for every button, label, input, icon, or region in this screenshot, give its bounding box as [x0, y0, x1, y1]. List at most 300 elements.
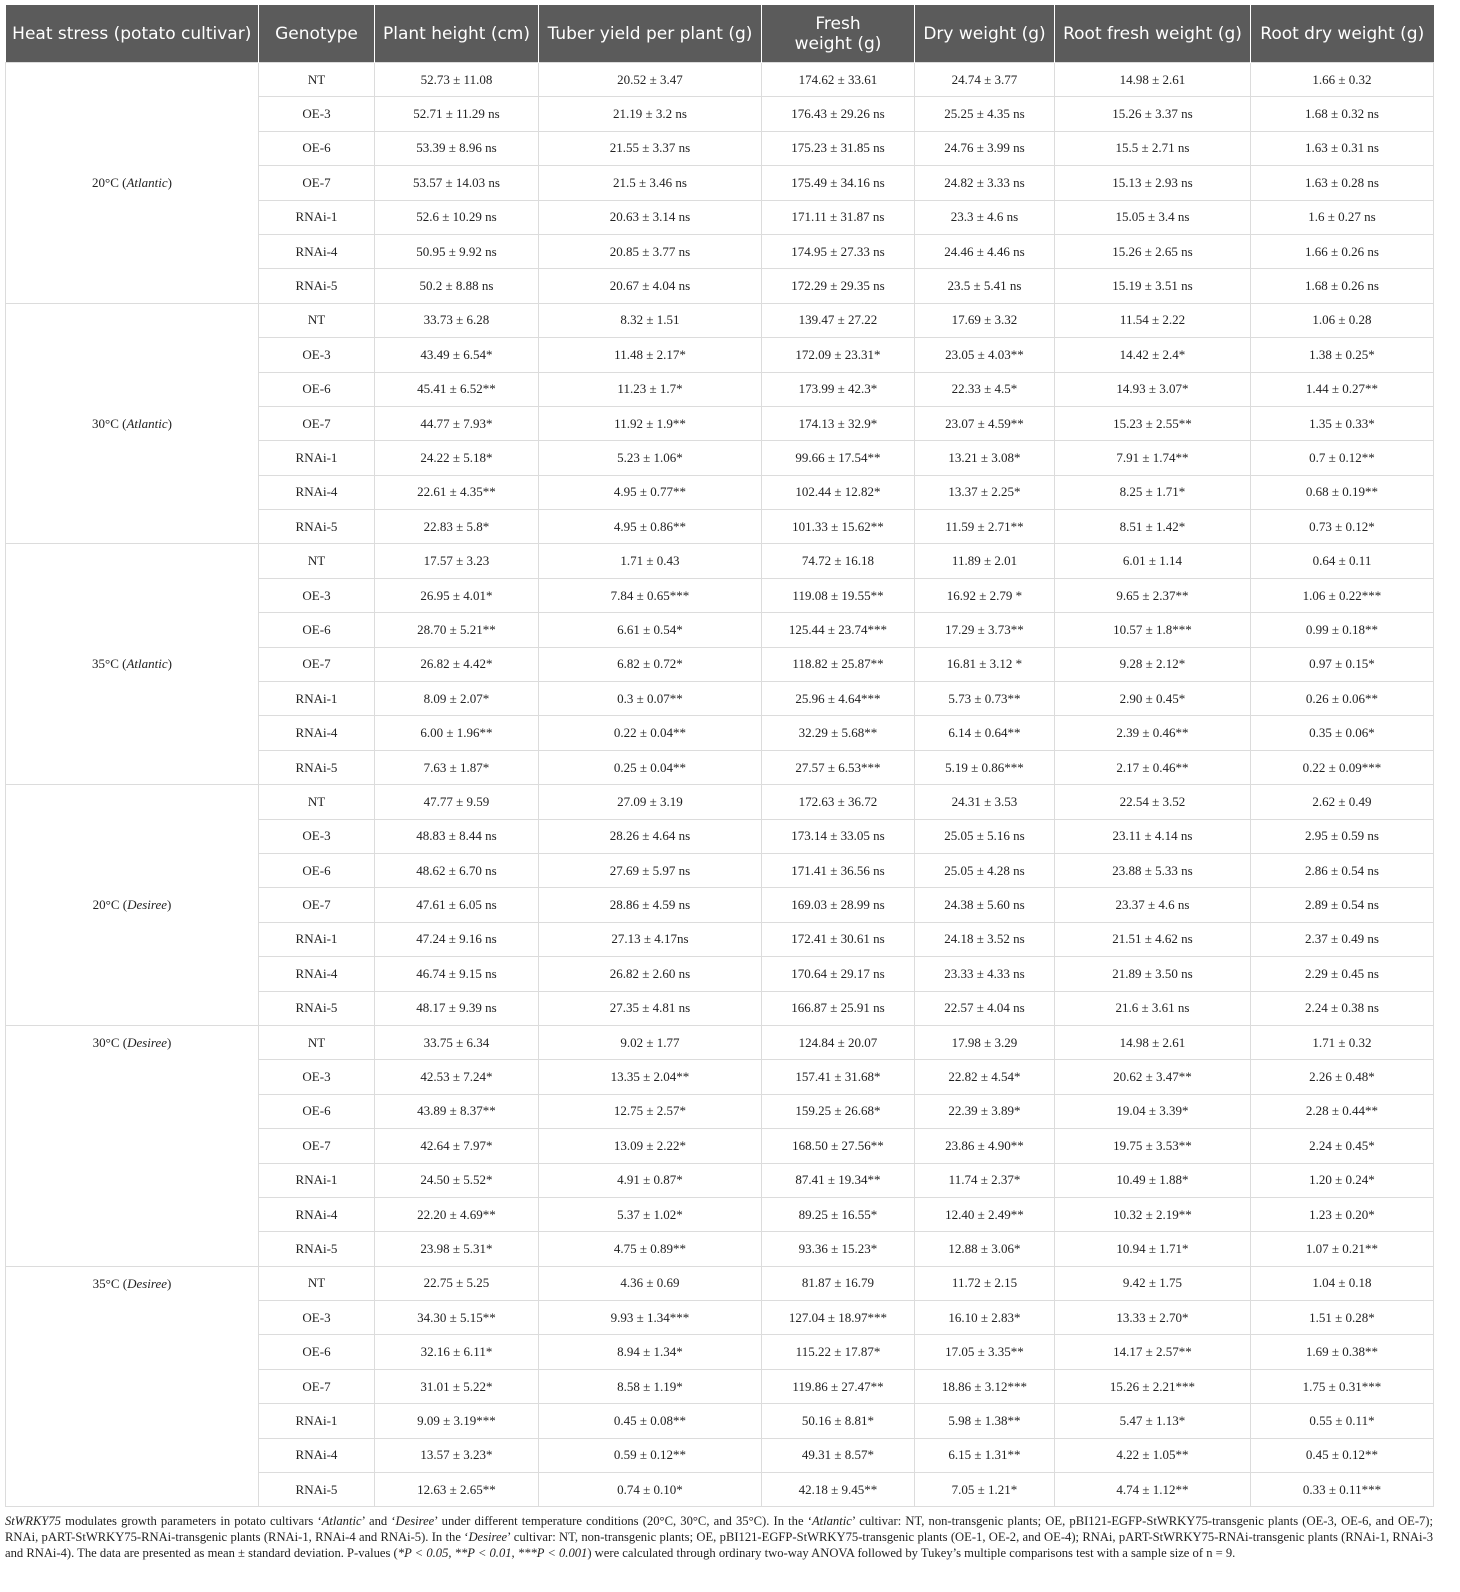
- cultivar-name: Desiree: [127, 897, 168, 913]
- value-cell: 17.98 ± 3.29: [915, 1025, 1055, 1059]
- value-cell: 176.43 ± 29.26 ns: [762, 97, 915, 131]
- value-cell: 1.35 ± 0.33*: [1251, 406, 1434, 440]
- value-cell: 28.26 ± 4.64 ns: [539, 819, 762, 853]
- value-cell: 4.75 ± 0.89**: [539, 1232, 762, 1266]
- table-row: [6, 785, 1434, 819]
- value-cell: 2.29 ± 0.45 ns: [1251, 957, 1434, 991]
- value-cell: 11.74 ± 2.37*: [915, 1163, 1055, 1197]
- value-cell: 10.49 ± 1.88*: [1055, 1163, 1251, 1197]
- value-cell: 5.47 ± 1.13*: [1055, 1404, 1251, 1438]
- caption-text: ’ under different temperature conditions (20°C, 30°C, and 35°C). In the ‘: [434, 1514, 812, 1529]
- value-cell: 157.41 ± 31.68*: [762, 1060, 915, 1094]
- value-cell: 2.26 ± 0.48*: [1251, 1060, 1434, 1094]
- genotype-cell: RNAi-1: [259, 200, 375, 234]
- genotype-cell: RNAi-4: [259, 716, 375, 750]
- value-cell: 11.72 ± 2.15: [915, 1266, 1055, 1300]
- genotype-cell: RNAi-1: [259, 1163, 375, 1197]
- condition-label-suffix: ): [167, 415, 172, 431]
- value-cell: 49.31 ± 8.57*: [762, 1438, 915, 1472]
- value-cell: 5.37 ± 1.02*: [539, 1197, 762, 1231]
- table-caption: [5, 1513, 1433, 1561]
- value-cell: 127.04 ± 18.97***: [762, 1301, 915, 1335]
- value-cell: 24.50 ± 5.52*: [375, 1163, 539, 1197]
- value-cell: 81.87 ± 16.79: [762, 1266, 915, 1300]
- value-cell: 28.86 ± 4.59 ns: [539, 888, 762, 922]
- value-cell: 1.38 ± 0.25*: [1251, 338, 1434, 372]
- value-cell: 175.49 ± 34.16 ns: [762, 166, 915, 200]
- condition-cell: [6, 1266, 259, 1507]
- table-container: [5, 5, 1433, 1561]
- value-cell: 6.01 ± 1.14: [1055, 544, 1251, 578]
- value-cell: 24.22 ± 5.18*: [375, 441, 539, 475]
- value-cell: 23.98 ± 5.31*: [375, 1232, 539, 1266]
- condition-cell: [6, 785, 259, 1026]
- value-cell: 25.25 ± 4.35 ns: [915, 97, 1055, 131]
- value-cell: 119.08 ± 19.55**: [762, 578, 915, 612]
- value-cell: 7.05 ± 1.21*: [915, 1473, 1055, 1507]
- value-cell: 9.09 ± 3.19***: [375, 1404, 539, 1438]
- value-cell: 0.25 ± 0.04**: [539, 750, 762, 784]
- value-cell: 14.42 ± 2.4*: [1055, 338, 1251, 372]
- value-cell: 19.04 ± 3.39*: [1055, 1094, 1251, 1128]
- value-cell: 159.25 ± 26.68*: [762, 1094, 915, 1128]
- value-cell: 21.5 ± 3.46 ns: [539, 166, 762, 200]
- value-cell: 8.51 ± 1.42*: [1055, 510, 1251, 544]
- value-cell: 20.62 ± 3.47**: [1055, 1060, 1251, 1094]
- value-cell: 11.23 ± 1.7*: [539, 372, 762, 406]
- value-cell: 23.3 ± 4.6 ns: [915, 200, 1055, 234]
- value-cell: 24.76 ± 3.99 ns: [915, 131, 1055, 165]
- value-cell: 174.62 ± 33.61: [762, 63, 915, 97]
- value-cell: 9.93 ± 1.34***: [539, 1301, 762, 1335]
- condition-label: 20°C (: [92, 897, 128, 913]
- value-cell: 13.35 ± 2.04**: [539, 1060, 762, 1094]
- value-cell: 21.89 ± 3.50 ns: [1055, 957, 1251, 991]
- genotype-cell: OE-7: [259, 406, 375, 440]
- value-cell: 20.52 ± 3.47: [539, 63, 762, 97]
- value-cell: 5.23 ± 1.06*: [539, 441, 762, 475]
- value-cell: 22.61 ± 4.35**: [375, 475, 539, 509]
- condition-label: 35°C (: [92, 1275, 128, 1291]
- cultivar-name: Atlantic: [126, 415, 168, 431]
- caption-text: ’ cultivar: NT, non-transgenic plants; OE, pBI121-EGFP-StWRKY75-transgenic plants (OE-1, OE-2, and OE-4); RNAi, pART-StWRKY75-RNAi-transgenic plants (RNAi-1, RNAi-3 and RNAi-4). The data are presented as mean ± standard deviation. P-values (: [5, 1530, 1434, 1561]
- caption-text: ) were calculated through ordinary two-way ANOVA followed by Tukey’s multiple comparisons test with a sample size of n = 9.: [587, 1546, 1236, 1561]
- value-cell: 74.72 ± 16.18: [762, 544, 915, 578]
- value-cell: 89.25 ± 16.55*: [762, 1197, 915, 1231]
- value-cell: 18.86 ± 3.12***: [915, 1369, 1055, 1403]
- genotype-cell: OE-7: [259, 1369, 375, 1403]
- value-cell: 23.05 ± 4.03**: [915, 338, 1055, 372]
- value-cell: 174.95 ± 27.33 ns: [762, 234, 915, 268]
- value-cell: 12.40 ± 2.49**: [915, 1197, 1055, 1231]
- value-cell: 118.82 ± 25.87**: [762, 647, 915, 681]
- value-cell: 26.82 ± 2.60 ns: [539, 957, 762, 991]
- condition-label-suffix: ): [167, 174, 172, 190]
- value-cell: 2.39 ± 0.46**: [1055, 716, 1251, 750]
- value-cell: 8.09 ± 2.07*: [375, 682, 539, 716]
- value-cell: 47.61 ± 6.05 ns: [375, 888, 539, 922]
- genotype-cell: OE-6: [259, 853, 375, 887]
- value-cell: 48.62 ± 6.70 ns: [375, 853, 539, 887]
- genotype-cell: RNAi-4: [259, 475, 375, 509]
- value-cell: 0.45 ± 0.08**: [539, 1404, 762, 1438]
- value-cell: 2.17 ± 0.46**: [1055, 750, 1251, 784]
- value-cell: 23.86 ± 4.90**: [915, 1129, 1055, 1163]
- value-cell: 20.67 ± 4.04 ns: [539, 269, 762, 303]
- column-header: Heat stress (potato cultivar): [6, 5, 259, 63]
- value-cell: 12.88 ± 3.06*: [915, 1232, 1055, 1266]
- genotype-cell: RNAi-1: [259, 922, 375, 956]
- value-cell: 1.75 ± 0.31***: [1251, 1369, 1434, 1403]
- genotype-cell: RNAi-5: [259, 991, 375, 1025]
- cultivar-name: Desiree: [127, 1275, 168, 1291]
- value-cell: 14.93 ± 3.07*: [1055, 372, 1251, 406]
- value-cell: 1.71 ± 0.43: [539, 544, 762, 578]
- cultivar-name: Atlantic: [126, 656, 168, 672]
- value-cell: 1.06 ± 0.28: [1251, 303, 1434, 337]
- value-cell: 45.41 ± 6.52**: [375, 372, 539, 406]
- value-cell: 52.71 ± 11.29 ns: [375, 97, 539, 131]
- value-cell: 34.30 ± 5.15**: [375, 1301, 539, 1335]
- value-cell: 6.15 ± 1.31**: [915, 1438, 1055, 1472]
- value-cell: 23.5 ± 5.41 ns: [915, 269, 1055, 303]
- value-cell: 13.33 ± 2.70*: [1055, 1301, 1251, 1335]
- value-cell: 52.73 ± 11.08: [375, 63, 539, 97]
- value-cell: 175.23 ± 31.85 ns: [762, 131, 915, 165]
- cultivar-name: Desiree: [127, 1034, 168, 1050]
- value-cell: 170.64 ± 29.17 ns: [762, 957, 915, 991]
- column-header: Genotype: [259, 5, 375, 63]
- condition-cell: [6, 1025, 259, 1266]
- value-cell: 25.05 ± 5.16 ns: [915, 819, 1055, 853]
- value-cell: 7.91 ± 1.74**: [1055, 441, 1251, 475]
- value-cell: 172.41 ± 30.61 ns: [762, 922, 915, 956]
- value-cell: 15.23 ± 2.55**: [1055, 406, 1251, 440]
- value-cell: 9.42 ± 1.75: [1055, 1266, 1251, 1300]
- value-cell: 15.5 ± 2.71 ns: [1055, 131, 1251, 165]
- value-cell: 9.28 ± 2.12*: [1055, 647, 1251, 681]
- condition-label: 35°C (: [92, 656, 127, 672]
- value-cell: 1.68 ± 0.26 ns: [1251, 269, 1434, 303]
- genotype-cell: OE-6: [259, 1094, 375, 1128]
- value-cell: 15.19 ± 3.51 ns: [1055, 269, 1251, 303]
- value-cell: 23.37 ± 4.6 ns: [1055, 888, 1251, 922]
- value-cell: 6.61 ± 0.54*: [539, 613, 762, 647]
- value-cell: 14.98 ± 2.61: [1055, 63, 1251, 97]
- genotype-cell: RNAi-5: [259, 510, 375, 544]
- value-cell: 1.20 ± 0.24*: [1251, 1163, 1434, 1197]
- value-cell: 32.16 ± 6.11*: [375, 1335, 539, 1369]
- value-cell: 27.13 ± 4.17ns: [539, 922, 762, 956]
- value-cell: 42.18 ± 9.45**: [762, 1473, 915, 1507]
- value-cell: 9.65 ± 2.37**: [1055, 578, 1251, 612]
- value-cell: 15.26 ± 2.21***: [1055, 1369, 1251, 1403]
- value-cell: 42.64 ± 7.97*: [375, 1129, 539, 1163]
- value-cell: 13.57 ± 3.23*: [375, 1438, 539, 1472]
- value-cell: 173.99 ± 42.3*: [762, 372, 915, 406]
- value-cell: 44.77 ± 7.93*: [375, 406, 539, 440]
- value-cell: 0.22 ± 0.04**: [539, 716, 762, 750]
- caption-cultivar: Atlantic: [321, 1514, 362, 1529]
- genotype-cell: RNAi-5: [259, 750, 375, 784]
- column-header: Tuber yield per plant (g): [539, 5, 762, 63]
- genotype-cell: OE-3: [259, 578, 375, 612]
- value-cell: 172.09 ± 23.31*: [762, 338, 915, 372]
- value-cell: 24.38 ± 5.60 ns: [915, 888, 1055, 922]
- value-cell: 26.82 ± 4.42*: [375, 647, 539, 681]
- genotype-cell: OE-7: [259, 888, 375, 922]
- column-header: Root fresh weight (g): [1055, 5, 1251, 63]
- value-cell: 2.37 ± 0.49 ns: [1251, 922, 1434, 956]
- value-cell: 17.05 ± 3.35**: [915, 1335, 1055, 1369]
- cultivar-name: Atlantic: [126, 174, 168, 190]
- caption-cultivar: Desiree: [468, 1530, 508, 1545]
- value-cell: 43.49 ± 6.54*: [375, 338, 539, 372]
- column-header: Root dry weight (g): [1251, 5, 1434, 63]
- condition-label: 30°C (: [92, 415, 127, 431]
- condition-label: 20°C (: [92, 174, 127, 190]
- value-cell: 22.57 ± 4.04 ns: [915, 991, 1055, 1025]
- value-cell: 1.07 ± 0.21**: [1251, 1232, 1434, 1266]
- value-cell: 23.07 ± 4.59**: [915, 406, 1055, 440]
- value-cell: 20.63 ± 3.14 ns: [539, 200, 762, 234]
- table-row: [6, 1025, 1434, 1059]
- value-cell: 10.94 ± 1.71*: [1055, 1232, 1251, 1266]
- value-cell: 15.05 ± 3.4 ns: [1055, 200, 1251, 234]
- value-cell: 2.24 ± 0.45*: [1251, 1129, 1434, 1163]
- caption-gene: StWRKY75: [5, 1514, 61, 1529]
- value-cell: 1.6 ± 0.27 ns: [1251, 200, 1434, 234]
- value-cell: 42.53 ± 7.24*: [375, 1060, 539, 1094]
- value-cell: 17.69 ± 3.32: [915, 303, 1055, 337]
- value-cell: 4.95 ± 0.77**: [539, 475, 762, 509]
- value-cell: 14.17 ± 2.57**: [1055, 1335, 1251, 1369]
- value-cell: 2.28 ± 0.44**: [1251, 1094, 1434, 1128]
- value-cell: 166.87 ± 25.91 ns: [762, 991, 915, 1025]
- value-cell: 43.89 ± 8.37**: [375, 1094, 539, 1128]
- value-cell: 99.66 ± 17.54**: [762, 441, 915, 475]
- value-cell: 10.57 ± 1.8***: [1055, 613, 1251, 647]
- value-cell: 2.89 ± 0.54 ns: [1251, 888, 1434, 922]
- value-cell: 22.83 ± 5.8*: [375, 510, 539, 544]
- genotype-cell: RNAi-4: [259, 234, 375, 268]
- value-cell: 47.24 ± 9.16 ns: [375, 922, 539, 956]
- genotype-cell: RNAi-4: [259, 1438, 375, 1472]
- value-cell: 12.63 ± 2.65**: [375, 1473, 539, 1507]
- value-cell: 24.82 ± 3.33 ns: [915, 166, 1055, 200]
- value-cell: 16.10 ± 2.83*: [915, 1301, 1055, 1335]
- genotype-cell: OE-7: [259, 647, 375, 681]
- value-cell: 22.33 ± 4.5*: [915, 372, 1055, 406]
- column-header: Plant height (cm): [375, 5, 539, 63]
- value-cell: 19.75 ± 3.53**: [1055, 1129, 1251, 1163]
- caption-text: modulates growth parameters in potato cultivars ‘: [60, 1514, 322, 1529]
- value-cell: 0.55 ± 0.11*: [1251, 1404, 1434, 1438]
- value-cell: 27.69 ± 5.97 ns: [539, 853, 762, 887]
- genotype-cell: RNAi-4: [259, 957, 375, 991]
- value-cell: 14.98 ± 2.61: [1055, 1025, 1251, 1059]
- value-cell: 28.70 ± 5.21**: [375, 613, 539, 647]
- value-cell: 20.85 ± 3.77 ns: [539, 234, 762, 268]
- value-cell: 25.05 ± 4.28 ns: [915, 853, 1055, 887]
- value-cell: 23.33 ± 4.33 ns: [915, 957, 1055, 991]
- value-cell: 93.36 ± 15.23*: [762, 1232, 915, 1266]
- genotype-cell: OE-6: [259, 372, 375, 406]
- value-cell: 52.6 ± 10.29 ns: [375, 200, 539, 234]
- column-header: Fresh weight (g): [762, 5, 915, 63]
- value-cell: 5.98 ± 1.38**: [915, 1404, 1055, 1438]
- value-cell: 171.41 ± 36.56 ns: [762, 853, 915, 887]
- value-cell: 22.82 ± 4.54*: [915, 1060, 1055, 1094]
- value-cell: 24.74 ± 3.77: [915, 63, 1055, 97]
- value-cell: 4.36 ± 0.69: [539, 1266, 762, 1300]
- genotype-cell: OE-7: [259, 1129, 375, 1163]
- value-cell: 15.13 ± 2.93 ns: [1055, 166, 1251, 200]
- value-cell: 0.59 ± 0.12**: [539, 1438, 762, 1472]
- table-row: [6, 544, 1434, 578]
- genotype-cell: NT: [259, 1025, 375, 1059]
- value-cell: 15.26 ± 3.37 ns: [1055, 97, 1251, 131]
- value-cell: 2.86 ± 0.54 ns: [1251, 853, 1434, 887]
- value-cell: 11.59 ± 2.71**: [915, 510, 1055, 544]
- value-cell: 8.25 ± 1.71*: [1055, 475, 1251, 509]
- value-cell: 0.7 ± 0.12**: [1251, 441, 1434, 475]
- value-cell: 87.41 ± 19.34**: [762, 1163, 915, 1197]
- value-cell: 2.90 ± 0.45*: [1055, 682, 1251, 716]
- condition-label-suffix: ): [167, 1275, 172, 1291]
- value-cell: 101.33 ± 15.62**: [762, 510, 915, 544]
- value-cell: 21.19 ± 3.2 ns: [539, 97, 762, 131]
- value-cell: 172.63 ± 36.72: [762, 785, 915, 819]
- value-cell: 0.22 ± 0.09***: [1251, 750, 1434, 784]
- value-cell: 1.63 ± 0.28 ns: [1251, 166, 1434, 200]
- value-cell: 1.23 ± 0.20*: [1251, 1197, 1434, 1231]
- condition-label-suffix: ): [167, 897, 172, 913]
- value-cell: 48.17 ± 9.39 ns: [375, 991, 539, 1025]
- value-cell: 0.64 ± 0.11: [1251, 544, 1434, 578]
- value-cell: 0.26 ± 0.06**: [1251, 682, 1434, 716]
- value-cell: 32.29 ± 5.68**: [762, 716, 915, 750]
- value-cell: 174.13 ± 32.9*: [762, 406, 915, 440]
- value-cell: 5.73 ± 0.73**: [915, 682, 1055, 716]
- value-cell: 8.32 ± 1.51: [539, 303, 762, 337]
- value-cell: 48.83 ± 8.44 ns: [375, 819, 539, 853]
- value-cell: 53.39 ± 8.96 ns: [375, 131, 539, 165]
- caption-pvalues: *P < 0.05, **P < 0.01, ***P < 0.001: [397, 1546, 588, 1561]
- value-cell: 27.35 ± 4.81 ns: [539, 991, 762, 1025]
- value-cell: 6.82 ± 0.72*: [539, 647, 762, 681]
- value-cell: 17.57 ± 3.23: [375, 544, 539, 578]
- value-cell: 0.99 ± 0.18**: [1251, 613, 1434, 647]
- value-cell: 171.11 ± 31.87 ns: [762, 200, 915, 234]
- value-cell: 1.04 ± 0.18: [1251, 1266, 1434, 1300]
- caption-text: ’ and ‘: [361, 1514, 396, 1529]
- condition-label-suffix: ): [167, 656, 172, 672]
- genotype-cell: OE-3: [259, 1301, 375, 1335]
- value-cell: 6.14 ± 0.64**: [915, 716, 1055, 750]
- value-cell: 22.20 ± 4.69**: [375, 1197, 539, 1231]
- value-cell: 50.95 ± 9.92 ns: [375, 234, 539, 268]
- value-cell: 53.57 ± 14.03 ns: [375, 166, 539, 200]
- value-cell: 4.22 ± 1.05**: [1055, 1438, 1251, 1472]
- value-cell: 124.84 ± 20.07: [762, 1025, 915, 1059]
- value-cell: 1.66 ± 0.32: [1251, 63, 1434, 97]
- caption-cultivar: Atlantic: [811, 1514, 852, 1529]
- value-cell: 0.35 ± 0.06*: [1251, 716, 1434, 750]
- genotype-cell: OE-6: [259, 131, 375, 165]
- value-cell: 0.73 ± 0.12*: [1251, 510, 1434, 544]
- value-cell: 115.22 ± 17.87*: [762, 1335, 915, 1369]
- value-cell: 8.58 ± 1.19*: [539, 1369, 762, 1403]
- value-cell: 1.69 ± 0.38**: [1251, 1335, 1434, 1369]
- value-cell: 1.68 ± 0.32 ns: [1251, 97, 1434, 131]
- value-cell: 169.03 ± 28.99 ns: [762, 888, 915, 922]
- condition-label: 30°C (: [92, 1034, 128, 1050]
- value-cell: 27.57 ± 6.53***: [762, 750, 915, 784]
- value-cell: 31.01 ± 5.22*: [375, 1369, 539, 1403]
- value-cell: 0.3 ± 0.07**: [539, 682, 762, 716]
- value-cell: 125.44 ± 23.74***: [762, 613, 915, 647]
- value-cell: 47.77 ± 9.59: [375, 785, 539, 819]
- table-row: [6, 63, 1434, 97]
- header-row: [6, 5, 1434, 63]
- genotype-cell: NT: [259, 303, 375, 337]
- value-cell: 119.86 ± 27.47**: [762, 1369, 915, 1403]
- genotype-cell: OE-6: [259, 1335, 375, 1369]
- value-cell: 2.95 ± 0.59 ns: [1251, 819, 1434, 853]
- value-cell: 4.95 ± 0.86**: [539, 510, 762, 544]
- value-cell: 22.54 ± 3.52: [1055, 785, 1251, 819]
- value-cell: 0.97 ± 0.15*: [1251, 647, 1434, 681]
- genotype-cell: NT: [259, 1266, 375, 1300]
- value-cell: 1.44 ± 0.27**: [1251, 372, 1434, 406]
- genotype-cell: OE-3: [259, 97, 375, 131]
- value-cell: 26.95 ± 4.01*: [375, 578, 539, 612]
- value-cell: 6.00 ± 1.96**: [375, 716, 539, 750]
- value-cell: 102.44 ± 12.82*: [762, 475, 915, 509]
- value-cell: 7.84 ± 0.65***: [539, 578, 762, 612]
- value-cell: 4.91 ± 0.87*: [539, 1163, 762, 1197]
- value-cell: 0.45 ± 0.12**: [1251, 1438, 1434, 1472]
- value-cell: 25.96 ± 4.64***: [762, 682, 915, 716]
- genotype-cell: OE-7: [259, 166, 375, 200]
- value-cell: 27.09 ± 3.19: [539, 785, 762, 819]
- value-cell: 50.16 ± 8.81*: [762, 1404, 915, 1438]
- genotype-cell: OE-3: [259, 338, 375, 372]
- value-cell: 22.75 ± 5.25: [375, 1266, 539, 1300]
- value-cell: 2.62 ± 0.49: [1251, 785, 1434, 819]
- value-cell: 11.92 ± 1.9**: [539, 406, 762, 440]
- genotype-cell: RNAi-4: [259, 1197, 375, 1231]
- value-cell: 2.24 ± 0.38 ns: [1251, 991, 1434, 1025]
- value-cell: 13.09 ± 2.22*: [539, 1129, 762, 1163]
- value-cell: 33.75 ± 6.34: [375, 1025, 539, 1059]
- table-body: [6, 63, 1434, 1507]
- value-cell: 12.75 ± 2.57*: [539, 1094, 762, 1128]
- genotype-cell: RNAi-1: [259, 682, 375, 716]
- table-row: [6, 1266, 1434, 1300]
- value-cell: 1.06 ± 0.22***: [1251, 578, 1434, 612]
- genotype-cell: OE-6: [259, 613, 375, 647]
- value-cell: 22.39 ± 3.89*: [915, 1094, 1055, 1128]
- value-cell: 173.14 ± 33.05 ns: [762, 819, 915, 853]
- value-cell: 15.26 ± 2.65 ns: [1055, 234, 1251, 268]
- value-cell: 11.48 ± 2.17*: [539, 338, 762, 372]
- value-cell: 21.6 ± 3.61 ns: [1055, 991, 1251, 1025]
- value-cell: 0.68 ± 0.19**: [1251, 475, 1434, 509]
- value-cell: 139.47 ± 27.22: [762, 303, 915, 337]
- table-header: [6, 5, 1434, 63]
